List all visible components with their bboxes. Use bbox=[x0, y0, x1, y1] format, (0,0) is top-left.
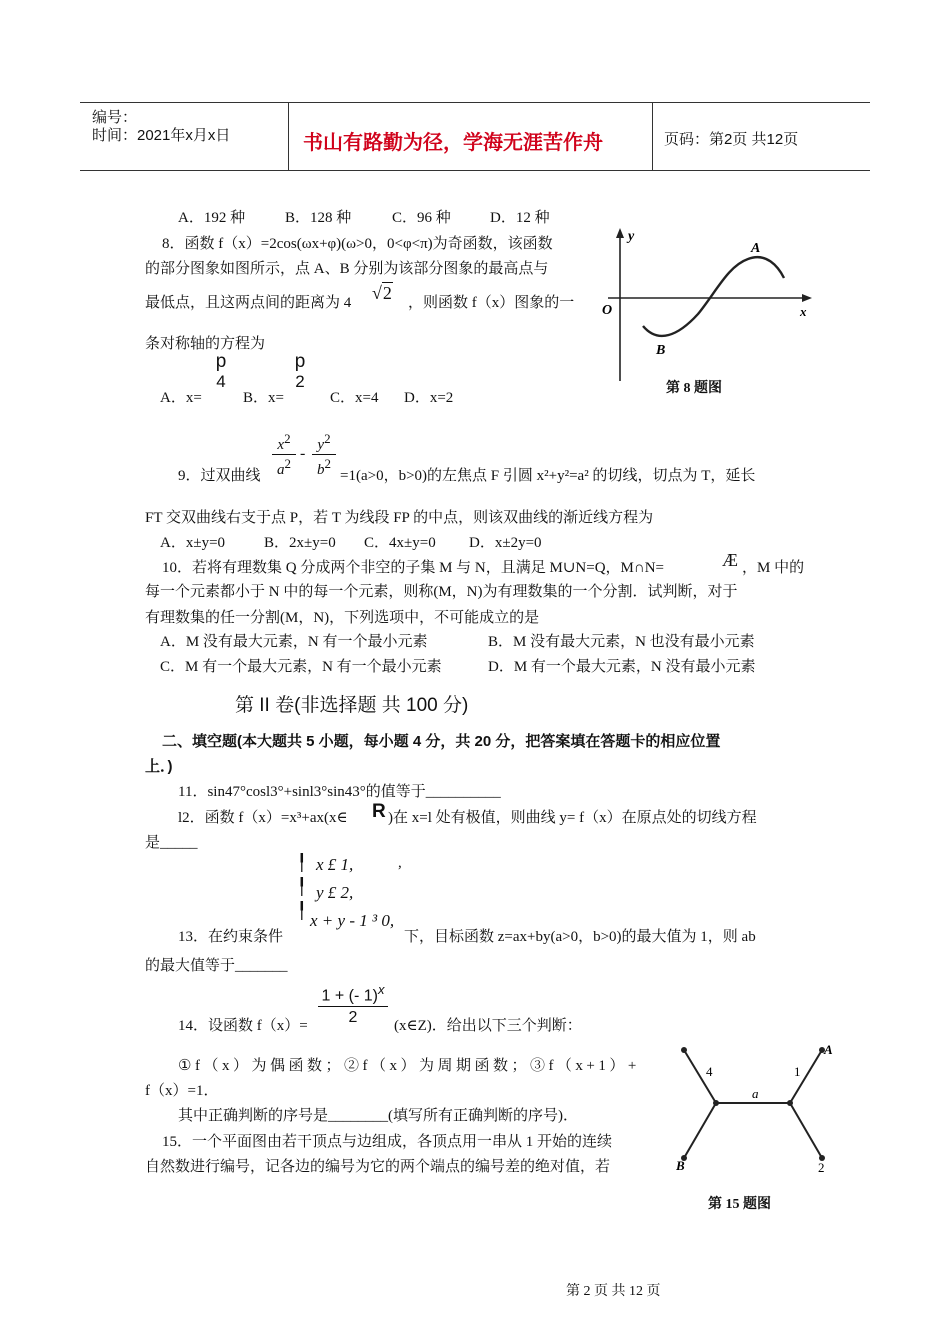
header-time: 时间：2021年x月x日 bbox=[92, 127, 231, 144]
q12-line1a: l2．函数 f（x）=x³+ax(x∈ bbox=[178, 810, 348, 826]
frac-num: p bbox=[215, 351, 227, 372]
q8-figure-caption: 第 8 题图 bbox=[666, 381, 722, 396]
q10-line1b: ，M 中的 bbox=[742, 560, 805, 576]
frac-num: p bbox=[294, 351, 306, 372]
q9-line1: 9．过双曲线 bbox=[178, 468, 261, 484]
brace-mid: ╿ bbox=[297, 879, 307, 896]
q13-line1b: 下，目标函数 z=ax+by(a>0，b>0)的最大值为 1，则 ab bbox=[404, 929, 756, 945]
section2-line1: 二、填空题(本大题共 5 小题，每小题 4 分，共 20 分，把答案填在答题卡的相应位置 bbox=[162, 733, 721, 750]
page-footer: 第 2 页 共 12 页 bbox=[566, 1284, 661, 1299]
q7-option-c: C．96 种 bbox=[392, 210, 451, 226]
q8-sqrt-value: 2 bbox=[382, 283, 392, 303]
q10-line1: 10．若将有理数集 Q 分成两个非空的子集 M 与 N，且满足 M∪N=Q，M∩N= bbox=[162, 560, 664, 576]
q13-constraint-1: x £ 1, bbox=[316, 855, 354, 874]
q8-line2: 的部分图象如图所示，点 A、B 分别为该部分图象的最高点与 bbox=[145, 261, 549, 277]
x-axis-arrow bbox=[802, 294, 812, 302]
q8-line3b: ，则函数 f（x）图象的一 bbox=[408, 295, 575, 311]
q12-line2: 是_____ bbox=[145, 835, 198, 851]
q9-minus: - bbox=[300, 445, 306, 462]
brace-top: ╿ bbox=[297, 855, 307, 872]
q7-option-b: B．128 种 bbox=[285, 210, 352, 226]
q8-line3a: 最低点，且这两点间的距离为 4 bbox=[145, 295, 352, 311]
q7-option-d: D．12 种 bbox=[490, 210, 550, 226]
q8-option-d: D．x=2 bbox=[404, 390, 454, 406]
frac-den: 4 bbox=[216, 372, 226, 391]
q12-line1b: )在 x=l 处有极值，则曲线 y= f（x）在原点处的切线方程 bbox=[388, 810, 757, 826]
var-b: b bbox=[317, 462, 325, 478]
header-divider-right bbox=[652, 102, 653, 170]
q9-frac-y bbox=[312, 430, 336, 479]
q14-frac bbox=[318, 980, 388, 1029]
frac-num bbox=[318, 980, 388, 1006]
q11-text: 11．sin47°cosl3°+sinl3°sin43°的值等于__________ bbox=[178, 784, 501, 800]
axis-label-y: y bbox=[628, 229, 635, 244]
q9-option-b: B．2x±y=0 bbox=[264, 535, 336, 551]
q14-line2: ①f（x）为偶函数；②f（x）为周期函数；③f（x+1）+ bbox=[178, 1058, 640, 1074]
q10-line3: 有理数集的任一分割(M，N)，下列选项中，不可能成立的是 bbox=[145, 610, 540, 626]
exp: x bbox=[377, 982, 385, 997]
q13-line2: 的最大值等于_______ bbox=[145, 958, 288, 974]
q10-empty-symbol: Æ bbox=[722, 550, 739, 570]
vertex-right bbox=[787, 1100, 793, 1106]
q13-line1a: 13．在约束条件 bbox=[178, 929, 284, 945]
edge-bl bbox=[684, 1103, 716, 1158]
frac-num bbox=[272, 430, 296, 454]
q10-option-d: D．M 有一个最大元素，N 没有最小元素 bbox=[488, 659, 756, 675]
sine-curve bbox=[643, 257, 784, 336]
q14-line1a: 14．设函数 f（x）= bbox=[178, 1018, 308, 1034]
y-axis-arrow bbox=[616, 228, 624, 238]
numerator: 1 + (- 1) bbox=[321, 987, 378, 1005]
q9-option-a: A．x±y=0 bbox=[160, 535, 226, 551]
q10-option-a: A．M 没有最大元素，N 有一个最小元素 bbox=[160, 634, 428, 650]
q15-line2: 自然数进行编号，记各边的编号为它的两个端点的编号差的绝对值，若 bbox=[145, 1159, 611, 1175]
frac-den bbox=[272, 454, 296, 479]
axis-label-x: x bbox=[800, 304, 807, 319]
frac-den: 2 bbox=[295, 372, 305, 391]
q13-constraint-3: x + y - 1 ³ 0, bbox=[310, 911, 395, 930]
header-bottom-border bbox=[80, 170, 870, 171]
label-2: 2 bbox=[818, 1160, 825, 1175]
q8-frac-a bbox=[210, 352, 232, 392]
q8-option-a: A．x= bbox=[160, 390, 202, 406]
q12-r-symbol: R bbox=[372, 801, 386, 822]
label-a: a bbox=[752, 1086, 759, 1101]
q9-frac-x bbox=[272, 430, 296, 479]
q9-line2: FT 交双曲线右支于点 P，若 T 为线段 FP 的中点，则该双曲线的渐近线方程为 bbox=[145, 510, 654, 526]
exp: 2 bbox=[284, 431, 291, 446]
q7-option-a: A．192 种 bbox=[178, 210, 246, 226]
q13-brace bbox=[297, 852, 307, 924]
origin-label: O bbox=[602, 303, 613, 318]
q15-figure bbox=[676, 1040, 846, 1180]
q15-line1: 15．一个平面图由若干顶点与边组成，各顶点用一串从 1 开始的连续 bbox=[162, 1134, 613, 1150]
point-b-label: B bbox=[656, 343, 666, 358]
q13-comma: , bbox=[398, 855, 402, 871]
q8-option-c: C．x=4 bbox=[330, 390, 379, 406]
q8-option-b: B．x= bbox=[243, 390, 284, 406]
exp: 2 bbox=[284, 456, 291, 471]
q10-line2: 每一个元素都小于 N 中的每一个元素，则称(M，N)为有理数集的一个分割．试判断，对于 bbox=[145, 584, 738, 600]
exp: 2 bbox=[324, 456, 331, 471]
brace-bottom: ╿ bbox=[297, 903, 307, 920]
frac-den bbox=[312, 454, 336, 479]
vertex-left-top bbox=[681, 1047, 687, 1053]
q9-option-c: C．4x±y=0 bbox=[364, 535, 436, 551]
var-a: a bbox=[277, 462, 285, 478]
vertex-left bbox=[713, 1100, 719, 1106]
header-serial: 编号： bbox=[92, 109, 138, 126]
q9-option-d: D．x±2y=0 bbox=[469, 535, 542, 551]
q13-constraint-2: y £ 2, bbox=[316, 883, 354, 902]
label-1: 1 bbox=[794, 1064, 801, 1079]
q10-option-c: C．M 有一个最大元素，N 有一个最小元素 bbox=[160, 659, 442, 675]
q14-line4: 其中正确判断的序号是________(填写所有正确判断的序号)． bbox=[178, 1108, 578, 1124]
q14-line1b: (x∈Z)．给出以下三个判断： bbox=[394, 1018, 582, 1034]
q9-line1b: =1(a>0，b>0)的左焦点 F 引圆 x²+y²=a² 的切线，切点为 T，延长 bbox=[340, 468, 756, 484]
part2-title: 第 II 卷(非选择题 共 100 分) bbox=[235, 695, 469, 716]
header-page: 页码：第2页 共12页 bbox=[664, 131, 799, 148]
q8-line4: 条对称轴的方程为 bbox=[145, 336, 266, 352]
sqrt-sign: √ bbox=[372, 283, 382, 303]
var-x: x bbox=[277, 437, 285, 453]
header-divider-left bbox=[288, 102, 289, 170]
label-B: B bbox=[676, 1158, 685, 1173]
q8-frac-b bbox=[289, 352, 311, 392]
section2-line2: 上．) bbox=[145, 758, 173, 775]
label-A: A bbox=[824, 1042, 833, 1057]
q8-sqrt bbox=[372, 283, 393, 304]
header-top-border bbox=[80, 102, 870, 103]
edge-2 bbox=[790, 1103, 822, 1158]
exp: 2 bbox=[324, 431, 331, 446]
point-a-label: A bbox=[751, 241, 761, 256]
frac-den: 2 bbox=[318, 1006, 388, 1029]
header-motto: 书山有路勤为径，学海无涯苦作舟 bbox=[303, 132, 603, 154]
var-y: y bbox=[317, 437, 325, 453]
q15-figure-caption: 第 15 题图 bbox=[708, 1197, 771, 1212]
frac-num bbox=[312, 430, 336, 454]
q8-figure bbox=[598, 226, 828, 386]
label-4: 4 bbox=[706, 1064, 713, 1079]
q14-line3: f（x）=1． bbox=[145, 1083, 219, 1099]
q8-line1: 8．函数 f（x）=2cos(ωx+φ)(ω>0，0<φ<π)为奇函数，该函数 bbox=[162, 236, 553, 252]
q10-option-b: B．M 没有最大元素，N 也没有最小元素 bbox=[488, 634, 755, 650]
